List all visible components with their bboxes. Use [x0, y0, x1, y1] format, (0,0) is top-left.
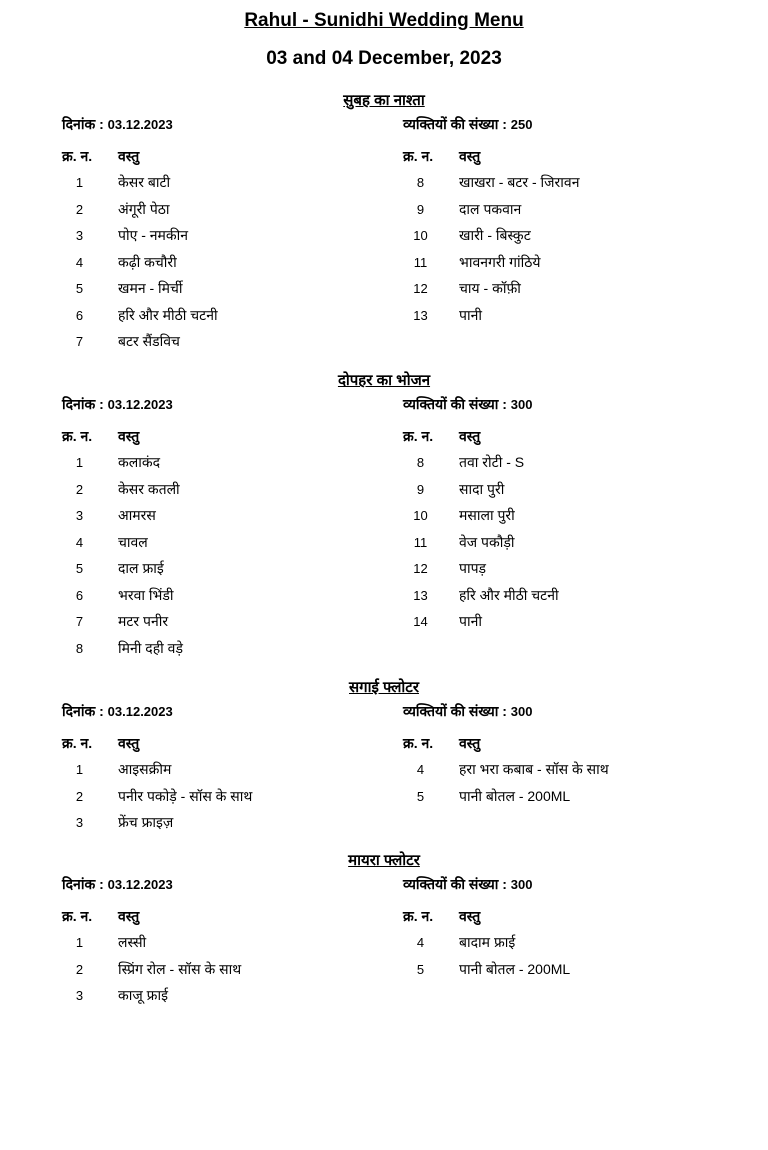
menu-item-number: 2	[75, 481, 84, 497]
menu-item	[62, 586, 402, 613]
menu-item-name: भावनगरी गांठिये	[459, 253, 541, 270]
menu-item-number: 3	[75, 228, 84, 243]
section-title	[0, 370, 768, 390]
menu-item-name: खाखरा - बटर - जिरावन	[459, 174, 580, 190]
date-label: दिनांक :	[62, 703, 108, 719]
menu-item	[403, 960, 743, 987]
menu-item-name: मिनी दही वड़े	[118, 639, 183, 656]
menu-item-name: अंगूरी पेठा	[118, 200, 170, 217]
serial-header: क्र. न.	[403, 148, 434, 164]
menu-item	[62, 332, 402, 359]
menu-item-name: कलाकंद	[118, 454, 161, 470]
menu-item-number: 6	[75, 307, 84, 323]
menu-item	[403, 253, 743, 280]
persons-value: 300	[510, 877, 533, 892]
menu-section	[0, 370, 768, 670]
menu-item-number: 1	[75, 762, 84, 777]
menu-item	[403, 533, 743, 560]
menu-item-name: केसर कतली	[118, 480, 180, 497]
menu-item-name: मटर पनीर	[118, 613, 169, 629]
date-meta	[62, 702, 173, 721]
menu-item-name: स्प्रिंग रोल - सॉस के साथ	[118, 960, 242, 977]
menu-item	[62, 986, 402, 1013]
menu-item	[62, 760, 402, 787]
menu-item-number: 14	[413, 614, 428, 629]
item-header: वस्तु	[459, 148, 481, 164]
menu-item-number: 4	[416, 762, 425, 777]
menu-item-name: तवा रोटी - S	[459, 454, 525, 470]
menu-title: Rahul - Sunidhi Wedding Menu	[244, 10, 524, 31]
section-title-text: सगाई फ्लोटर	[349, 679, 419, 696]
menu-item	[62, 453, 402, 480]
serial-header: क्र. न.	[62, 148, 93, 164]
persons-label: व्यक्तियों की संख्या :	[403, 116, 511, 132]
menu-item-name: आइसक्रीम	[118, 761, 172, 777]
persons-label: व्यक्तियों की संख्या :	[403, 703, 511, 719]
menu-item	[62, 506, 402, 533]
menu-item	[62, 253, 402, 280]
date-value: 03.12.2023	[107, 877, 173, 892]
menu-item-name: पानी बोतल - 200ML	[459, 960, 571, 977]
menu-item	[403, 586, 743, 613]
persons-value: 250	[510, 117, 533, 132]
menu-item	[403, 279, 743, 306]
date-value: 03.12.2023	[107, 704, 173, 719]
menu-item-number: 8	[75, 640, 84, 656]
menu-item	[403, 480, 743, 507]
persons-value: 300	[510, 704, 533, 719]
serial-header: क्र. न.	[62, 428, 93, 444]
menu-item-name: कढ़ी कचौरी	[118, 253, 177, 270]
menu-item	[403, 787, 743, 814]
menu-dates: 03 and 04 December, 2023	[266, 48, 502, 69]
menu-item-number: 4	[75, 254, 84, 270]
menu-item-number: 1	[75, 935, 84, 950]
menu-list	[62, 453, 402, 665]
menu-item-number: 3	[75, 508, 84, 523]
menu-item-number: 2	[75, 201, 84, 217]
menu-item-number: 5	[416, 788, 425, 804]
menu-item-name: पोए - नमकीन	[118, 227, 189, 243]
menu-item-name: हरि और मीठी चटनी	[459, 586, 559, 603]
menu-list	[62, 760, 402, 840]
menu-item-name: हरि और मीठी चटनी	[118, 306, 218, 323]
menu-list	[62, 933, 402, 1013]
menu-item-name: मसाला पुरी	[459, 507, 515, 523]
date-label: दिनांक :	[62, 116, 108, 132]
section-title-text: मायरा फ्लोटर	[348, 852, 420, 869]
menu-item-number: 7	[75, 334, 84, 349]
menu-item-number: 5	[416, 961, 425, 977]
menu-item	[62, 306, 402, 333]
menu-item	[62, 960, 402, 987]
menu-item-number: 4	[416, 935, 425, 950]
menu-item-number: 9	[416, 481, 425, 497]
menu-item-name: पनीर पकोड़े - सॉस के साथ	[118, 787, 253, 804]
date-value: 03.12.2023	[107, 117, 173, 132]
menu-item	[62, 787, 402, 814]
menu-list	[403, 453, 743, 639]
item-header: वस्तु	[118, 908, 140, 924]
menu-list	[62, 173, 402, 359]
item-header: वस्तु	[118, 428, 140, 444]
menu-item-number: 1	[75, 455, 84, 470]
menu-item-name: लस्सी	[118, 934, 147, 950]
persons-meta	[403, 395, 532, 414]
serial-header: क्र. न.	[403, 908, 434, 924]
menu-item	[403, 506, 743, 533]
menu-list	[403, 760, 743, 813]
menu-item-number: 4	[75, 534, 84, 550]
menu-item-number: 12	[413, 561, 428, 576]
menu-item	[62, 933, 402, 960]
date-meta	[62, 395, 173, 414]
section-title-text: सुबह का नाश्ता	[343, 92, 425, 109]
menu-item-name: पानी बोतल - 200ML	[459, 787, 571, 804]
menu-item-name: सादा पुरी	[459, 480, 505, 497]
menu-item-number: 8	[416, 455, 425, 470]
menu-item-number: 7	[75, 614, 84, 629]
menu-item	[62, 533, 402, 560]
menu-item	[403, 226, 743, 253]
section-title	[0, 677, 768, 697]
menu-list	[403, 173, 743, 332]
menu-item	[403, 933, 743, 960]
menu-item-name: चाय - कॉफ़ी	[459, 280, 521, 296]
menu-item-number: 13	[413, 587, 428, 603]
menu-item-number: 10	[413, 228, 428, 243]
date-label: दिनांक :	[62, 396, 108, 412]
item-header: वस्तु	[118, 148, 140, 164]
menu-item-name: दाल फ्राई	[118, 560, 164, 576]
menu-item-name: पानी	[459, 613, 482, 629]
date-value: 03.12.2023	[107, 397, 173, 412]
menu-section	[0, 850, 768, 1150]
persons-value: 300	[510, 397, 533, 412]
date-label: दिनांक :	[62, 876, 108, 892]
menu-item-name: केसर बाटी	[118, 174, 171, 190]
menu-item-number: 11	[413, 254, 428, 270]
menu-item	[403, 200, 743, 227]
menu-item-number: 11	[413, 534, 428, 550]
menu-item-name: बटर सैंडविच	[118, 333, 180, 349]
menu-item-number: 1	[75, 175, 84, 190]
menu-item-name: बादाम फ्राई	[459, 934, 516, 950]
menu-item-number: 3	[75, 988, 84, 1003]
persons-meta	[403, 875, 532, 894]
persons-label: व्यक्तियों की संख्या :	[403, 876, 511, 892]
menu-item-name: आमरस	[118, 507, 156, 523]
menu-item-number: 5	[75, 281, 84, 296]
menu-item	[62, 639, 402, 666]
menu-item	[62, 480, 402, 507]
menu-item-number: 10	[413, 508, 428, 523]
menu-item-number: 2	[75, 788, 84, 804]
menu-item-name: खमन - मिर्ची	[118, 280, 183, 296]
menu-item-number: 12	[413, 281, 428, 296]
section-title-text: दोपहर का भोजन	[337, 372, 431, 389]
menu-item	[62, 173, 402, 200]
date-meta	[62, 115, 173, 134]
date-meta	[62, 875, 173, 894]
item-header: वस्तु	[459, 428, 481, 444]
menu-item-name: पानी	[459, 306, 482, 323]
menu-item	[403, 612, 743, 639]
menu-item-name: खारी - बिस्कुट	[459, 227, 531, 243]
menu-item	[62, 200, 402, 227]
menu-item-name: चावल	[118, 533, 148, 550]
menu-item	[403, 306, 743, 333]
menu-item-number: 9	[416, 201, 425, 217]
menu-item-name: दाल पकवान	[459, 200, 522, 217]
menu-item	[62, 813, 402, 840]
menu-item	[62, 226, 402, 253]
serial-header: क्र. न.	[62, 735, 93, 751]
menu-item-number: 2	[75, 961, 84, 977]
serial-header: क्र. न.	[62, 908, 93, 924]
menu-item	[62, 612, 402, 639]
menu-item	[403, 453, 743, 480]
item-header: वस्तु	[459, 908, 481, 924]
item-header: वस्तु	[459, 735, 481, 751]
menu-item-name: भरवा भिंडी	[118, 586, 174, 603]
menu-list	[403, 933, 743, 986]
section-title	[0, 90, 768, 110]
menu-item-name: फ्रेंच फ्राइज़	[118, 814, 174, 830]
menu-item-name: पापड़	[459, 560, 487, 576]
menu-item-name: वेज पकौड़ी	[459, 533, 515, 550]
persons-meta	[403, 702, 532, 721]
menu-section	[0, 90, 768, 390]
section-title	[0, 850, 768, 870]
menu-item-number: 8	[416, 175, 425, 190]
menu-item	[403, 173, 743, 200]
menu-item-name: काजू फ्राई	[118, 987, 168, 1003]
menu-item	[62, 279, 402, 306]
menu-item-number: 13	[413, 307, 428, 323]
menu-item-name: हरा भरा कबाब - सॉस के साथ	[459, 761, 609, 777]
menu-item	[403, 760, 743, 787]
menu-item-number: 5	[75, 561, 84, 576]
menu-item-number: 6	[75, 587, 84, 603]
item-header: वस्तु	[118, 735, 140, 751]
menu-item-number: 3	[75, 815, 84, 830]
serial-header: क्र. न.	[403, 428, 434, 444]
serial-header: क्र. न.	[403, 735, 434, 751]
menu-item	[403, 559, 743, 586]
persons-meta	[403, 115, 532, 134]
persons-label: व्यक्तियों की संख्या :	[403, 396, 511, 412]
menu-item	[62, 559, 402, 586]
